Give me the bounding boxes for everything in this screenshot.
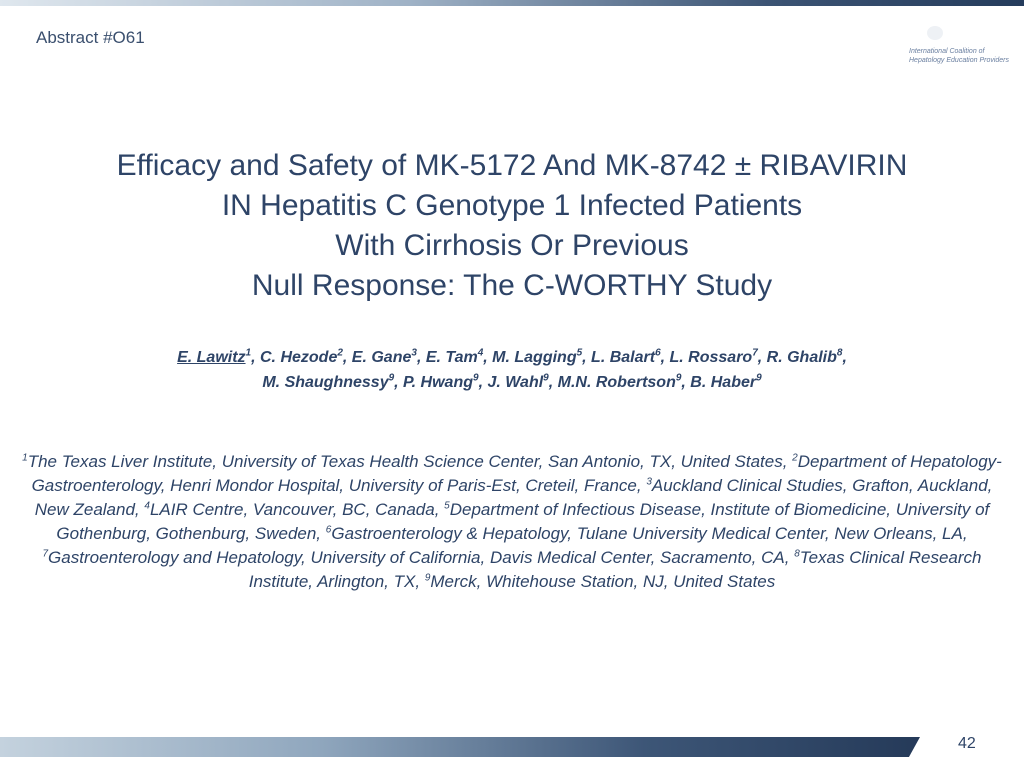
author: [177, 349, 251, 366]
affiliation-text: LAIR Centre, Vancouver, BC, Canada,: [149, 500, 440, 519]
author: [492, 349, 582, 366]
author-name: R. Ghalib: [766, 349, 837, 366]
title-line-2: IN Hepatitis C Genotype 1 Infected Patients: [221, 189, 803, 222]
title-line-3: With Cirrhosis Or Previous: [335, 229, 689, 262]
author-name: M. Shaughnessy: [262, 374, 389, 391]
affiliations: [20, 450, 1004, 594]
author-sup: 9: [388, 372, 395, 384]
affiliation-sup: 9: [424, 572, 431, 584]
author: [260, 349, 343, 366]
affiliation-text: Gastroenterology & Hepatology, Tulane University Medical Center, New Orleans, LA,: [331, 524, 968, 543]
author-name: J. Wahl: [487, 374, 544, 391]
logo: [905, 24, 1010, 68]
affiliation: [326, 524, 968, 543]
top-accent-bar: [0, 0, 1024, 6]
author-sup: 9: [543, 372, 549, 384]
author: [558, 374, 682, 391]
affiliation-sup: 6: [325, 524, 332, 536]
author-sup: 5: [576, 347, 583, 359]
author-sup: 4: [477, 347, 484, 359]
author: [690, 374, 761, 391]
author-line-2: M. Shaughnessy$^9$, P. Hwang$^9$, J. Wahl$^9$, M.N. Robertson$^9$, B. Haber$^9$: [262, 372, 762, 391]
author-sup: 8: [836, 347, 843, 359]
author-name: M.N. Robertson: [557, 374, 676, 391]
author: [670, 349, 758, 366]
author: [426, 349, 483, 366]
affiliation-sup: 5: [444, 500, 450, 512]
author-line-1: E. Lawitz$^1$, C. Hezode$^2$, E. Gane$^3$, E. Tam$^4$, M. Lagging$^5$, L. Balart$^6$, L. Rossaro$^7$, R. Ghalib$^8$,: [177, 347, 847, 366]
affiliation-sup: 7: [42, 548, 49, 560]
affiliation-text: Department of Infectious Disease, Institute of Biomedicine, University of Gothenburg, Gothenburg, Sweden,: [56, 500, 990, 543]
affiliation-text: Gastroenterology and Hepatology, University of California, Davis Medical Center, Sacramento, CA,: [48, 548, 790, 567]
author-name: C. Hezode: [260, 349, 338, 366]
logo-text: [909, 47, 1009, 65]
logo-line-2: Hepatology Education Providers: [909, 57, 1010, 64]
author-sup: 7: [752, 347, 758, 359]
author-name: E. Tam: [425, 349, 478, 366]
affiliation: [144, 500, 439, 519]
author-sup: 6: [655, 347, 661, 359]
author: [262, 374, 394, 391]
author-name: P. Hwang: [403, 374, 473, 391]
bottom-accent-bar: [0, 737, 920, 757]
author-name: E. Lawitz: [177, 349, 246, 366]
affiliation-text: Department of Hepatology-Gastroenterology, Henri Mondor Hospital, University of Paris-Est, Creteil, France,: [31, 452, 1002, 495]
abstract-id: Abstract #O61: [36, 28, 145, 47]
affiliation-sup: 2: [792, 452, 798, 464]
author-name: L. Rossaro: [669, 349, 753, 366]
author-sup: 9: [675, 372, 682, 384]
author-sup: 2: [337, 347, 343, 359]
logo-line-1: International Coalition of: [909, 48, 985, 55]
author-name: B. Haber: [690, 374, 757, 391]
affiliation-sup: 3: [646, 476, 652, 488]
author-sup: 1: [245, 347, 252, 359]
author: [352, 349, 417, 366]
affiliation-text: Merck, Whitehouse Station, NJ, United States: [430, 572, 776, 591]
affiliation: [22, 452, 787, 471]
affiliation-text: The Texas Liver Institute, University of Texas Health Science Center, San Antonio, TX, United States,: [27, 452, 788, 471]
author-name: M. Lagging: [492, 349, 577, 366]
author-sup: 9: [473, 372, 479, 384]
affiliation: [425, 572, 775, 591]
author-sup: 9: [756, 372, 762, 384]
author: [591, 349, 661, 366]
affiliation-text: Auckland Clinical Studies, Grafton, Auckland, New Zealand,: [34, 476, 993, 519]
author-name: L. Balart: [591, 349, 656, 366]
author: [767, 349, 843, 366]
affiliation-sup: 4: [144, 500, 150, 512]
logo-mark-icon: [927, 26, 943, 40]
affiliation-sup: 1: [22, 452, 28, 464]
author-list: [0, 345, 1024, 395]
title-line-4: Null Response: The C-WORTHY Study: [251, 269, 773, 302]
page-number: 42: [958, 735, 976, 752]
author-sup: 3: [411, 347, 417, 359]
slide-title: [0, 146, 1024, 306]
author: [487, 374, 548, 391]
author-name: E. Gane: [351, 349, 412, 366]
affiliation: [42, 548, 789, 567]
affiliation-sup: 8: [794, 548, 800, 560]
affiliation-text: Texas Clinical Research Institute, Arlington, TX,: [248, 548, 982, 591]
title-line-1: Efficacy and Safety of MK-5172 And MK-8742 ± RIBAVIRIN: [116, 149, 908, 182]
author: [403, 374, 479, 391]
